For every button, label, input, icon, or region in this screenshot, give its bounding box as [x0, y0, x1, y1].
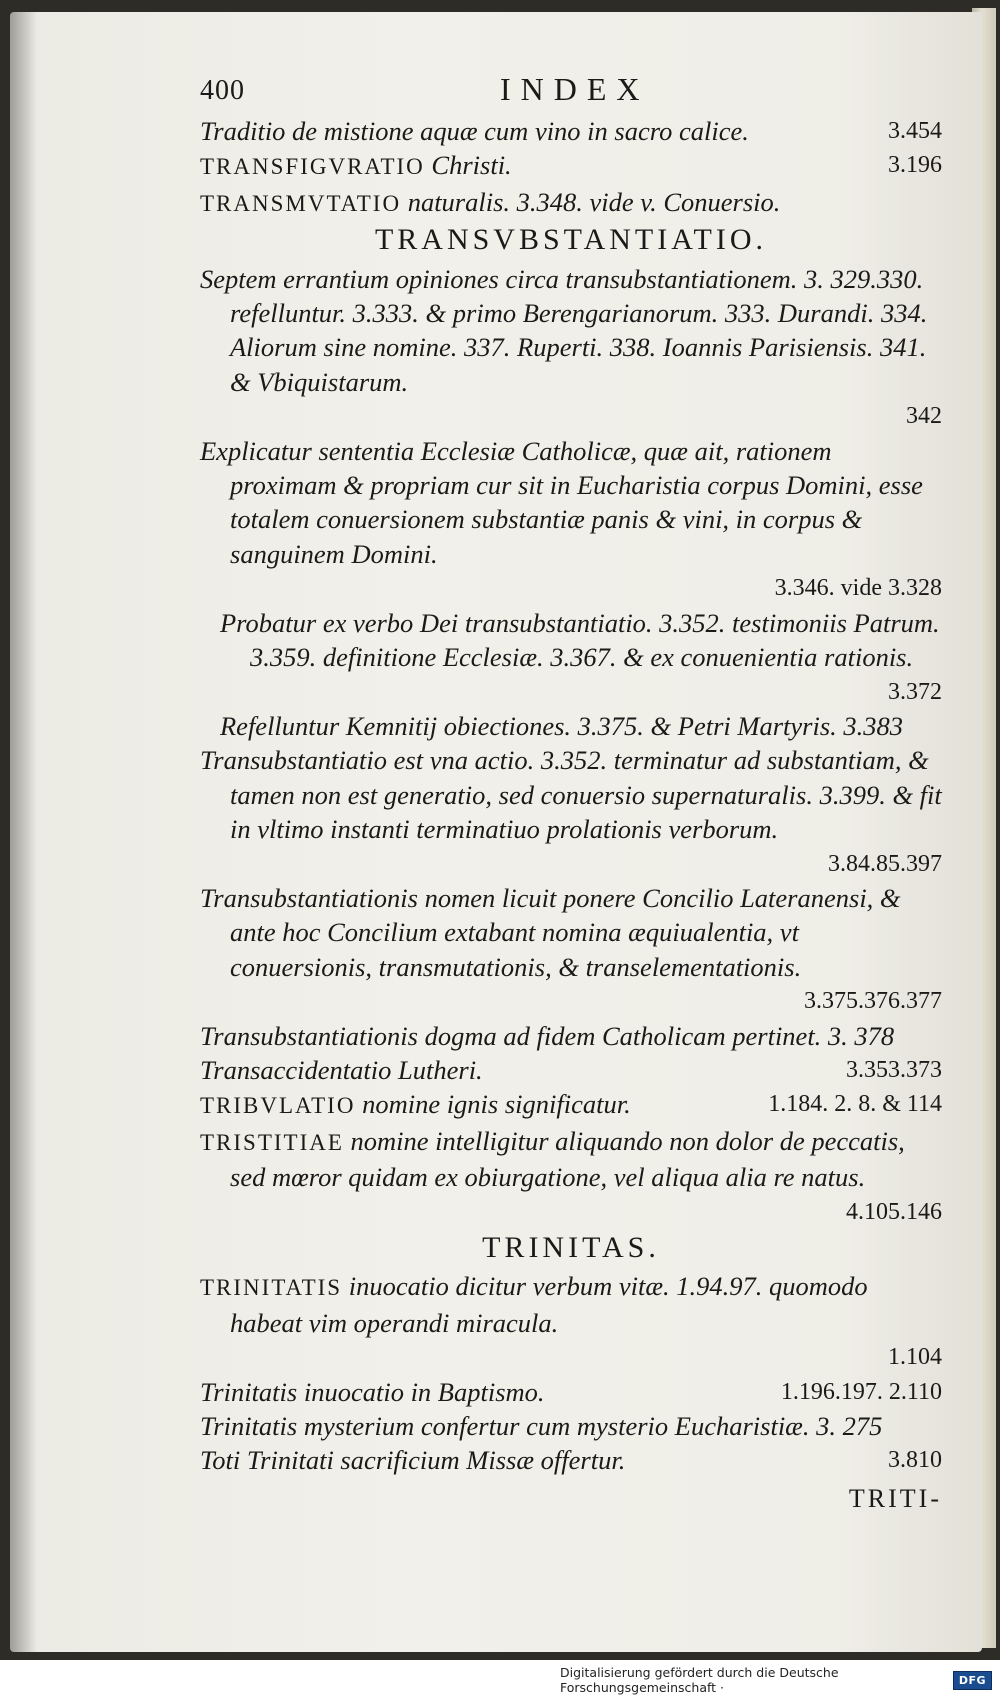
entry-keyword: TRIBVLATIO — [200, 1093, 356, 1119]
gutter-shadow — [10, 12, 36, 1652]
index-entry — [200, 114, 942, 148]
entry-text: Trinitatis mysterium confertur cum mysterio Eucharistiæ. 3. 275 — [200, 1411, 883, 1442]
entry-text: Transaccidentatio Lutheri. — [200, 1054, 483, 1085]
index-entry — [200, 185, 942, 221]
entry-text: Toti Trinitati sacrificium Missæ offertur. — [200, 1445, 626, 1476]
entry-ref: 1.184. 2. 8. & 114 — [768, 1091, 942, 1118]
entry-ref: 4.105.146 — [846, 1198, 942, 1225]
index-entry — [200, 881, 942, 1019]
dfg-logo-icon: DFG — [953, 1671, 992, 1690]
entry-keyword: TRISTITIAE — [200, 1129, 344, 1155]
index-text-block — [200, 72, 942, 1516]
entry-ref: 3.346. vide 3.328 — [774, 575, 942, 602]
entry-ref: 3.375.376.377 — [804, 988, 942, 1015]
credit-text: Digitalisierung gefördert durch die Deutsche Forschungsgemeinschaft · — [560, 1665, 839, 1695]
entry-text: nomine intelligitur aliquando non dolor de peccatis, sed mœror quidam ex obiurgatione, vel aliqua alia re natus. — [230, 1125, 905, 1193]
index-entry — [200, 1087, 942, 1123]
entry-ref: 3.84.85.397 — [828, 850, 942, 877]
entry-text: Transubstantiationis dogma ad fidem Catholicam pertinet. 3. 378 — [200, 1020, 895, 1051]
section-heading-transubstantiatio: TRANSVBSTANTIATIO. — [374, 223, 768, 257]
entry-ref: 342 — [906, 403, 942, 430]
entry-text: inuocatio dicitur verbum vitæ. 1.94.97. quomodo habeat vim operandi miracula. — [230, 1271, 868, 1338]
index-entry — [200, 1124, 942, 1229]
entry-ref: 1.196.197. 2.110 — [780, 1378, 942, 1405]
header-title: INDEX — [500, 71, 650, 107]
entry-keyword: TRANSMVTATIO — [200, 190, 402, 216]
page-number: 400 — [200, 75, 245, 106]
index-entry — [200, 709, 942, 743]
entry-text: Transubstantiationis nomen licuit ponere Concilio Lateranensi, & ante hoc Concilium extabant nomina æquiualentia, vt conuersionis, transmutationis, & transelementationis. — [200, 882, 901, 982]
catchword: TRITI- — [848, 1483, 942, 1513]
section-heading-trinitas: TRINITAS. — [482, 1231, 660, 1264]
index-entry — [200, 743, 942, 881]
index-entry — [200, 434, 942, 606]
index-entry — [200, 1053, 942, 1087]
entry-ref: 1.104 — [888, 1344, 942, 1371]
entry-ref: 3.353.373 — [846, 1056, 942, 1083]
entry-text: nomine ignis significatur. — [355, 1089, 631, 1120]
entry-text: Transubstantiatio est vna actio. 3.352. terminatur ad substantiam, & tamen non est generatio, sed conuersio supernaturalis. 3.399. & fit in vltimo instanti terminatiuo prolationis verborum. — [200, 745, 942, 845]
running-head — [200, 72, 942, 114]
entry-ref: 3.196 — [888, 152, 942, 179]
entry-keyword: TRINITATIS — [200, 1275, 343, 1301]
index-entry — [200, 148, 942, 184]
entry-text: Explicatur sententia Ecclesiæ Catholicæ, quæ ait, rationem proximam & propriam cur sit in Eucharistia corpus Domini, esse totalem conuersionem substantiæ panis & vini, in corpus & sanguinem Domini. — [200, 435, 923, 569]
index-entry — [200, 262, 942, 434]
entry-keyword: TRANSFIGVRATIO — [200, 154, 425, 180]
entry-text: Trinitatis inuocatio in Baptismo. — [200, 1376, 545, 1407]
index-entry — [200, 606, 942, 709]
entry-ref: 3.454 — [888, 118, 942, 144]
entry-text: naturalis. 3.348. vide v. Conuersio. — [401, 186, 781, 217]
entry-text: Probatur ex verbo Dei transubstantiatio. 3.352. testimoniis Patrum. 3.359. definitione Ecclesiæ. 3.367. & ex conuenientia rationis. — [220, 607, 940, 673]
entry-ref: 3.810 — [888, 1447, 942, 1474]
index-entry — [200, 1443, 942, 1477]
entry-text: Septem errantium opiniones circa transubstantiationem. 3. 329.330. refelluntur. 3.333. & primo Berengarianorum. 333. Durandi. 334. Aliorum sine nomine. 337. Ruperti. 338. Ioannis Parisiensis. 341. & Vbiquistarum. — [200, 263, 928, 397]
entry-ref: 3.372 — [888, 678, 942, 705]
digitization-credit — [560, 1665, 992, 1695]
index-entry — [200, 1019, 942, 1053]
index-entry — [200, 1375, 942, 1409]
entry-text: Traditio de mistione aquæ cum vino in sacro calice. — [200, 116, 749, 146]
entry-text: Refelluntur Kemnitij obiectiones. 3.375. & Petri Martyris. 3.383 — [220, 710, 904, 741]
index-entry — [200, 1269, 942, 1374]
index-entry — [200, 1409, 942, 1443]
entry-text: Christi. — [424, 150, 512, 181]
